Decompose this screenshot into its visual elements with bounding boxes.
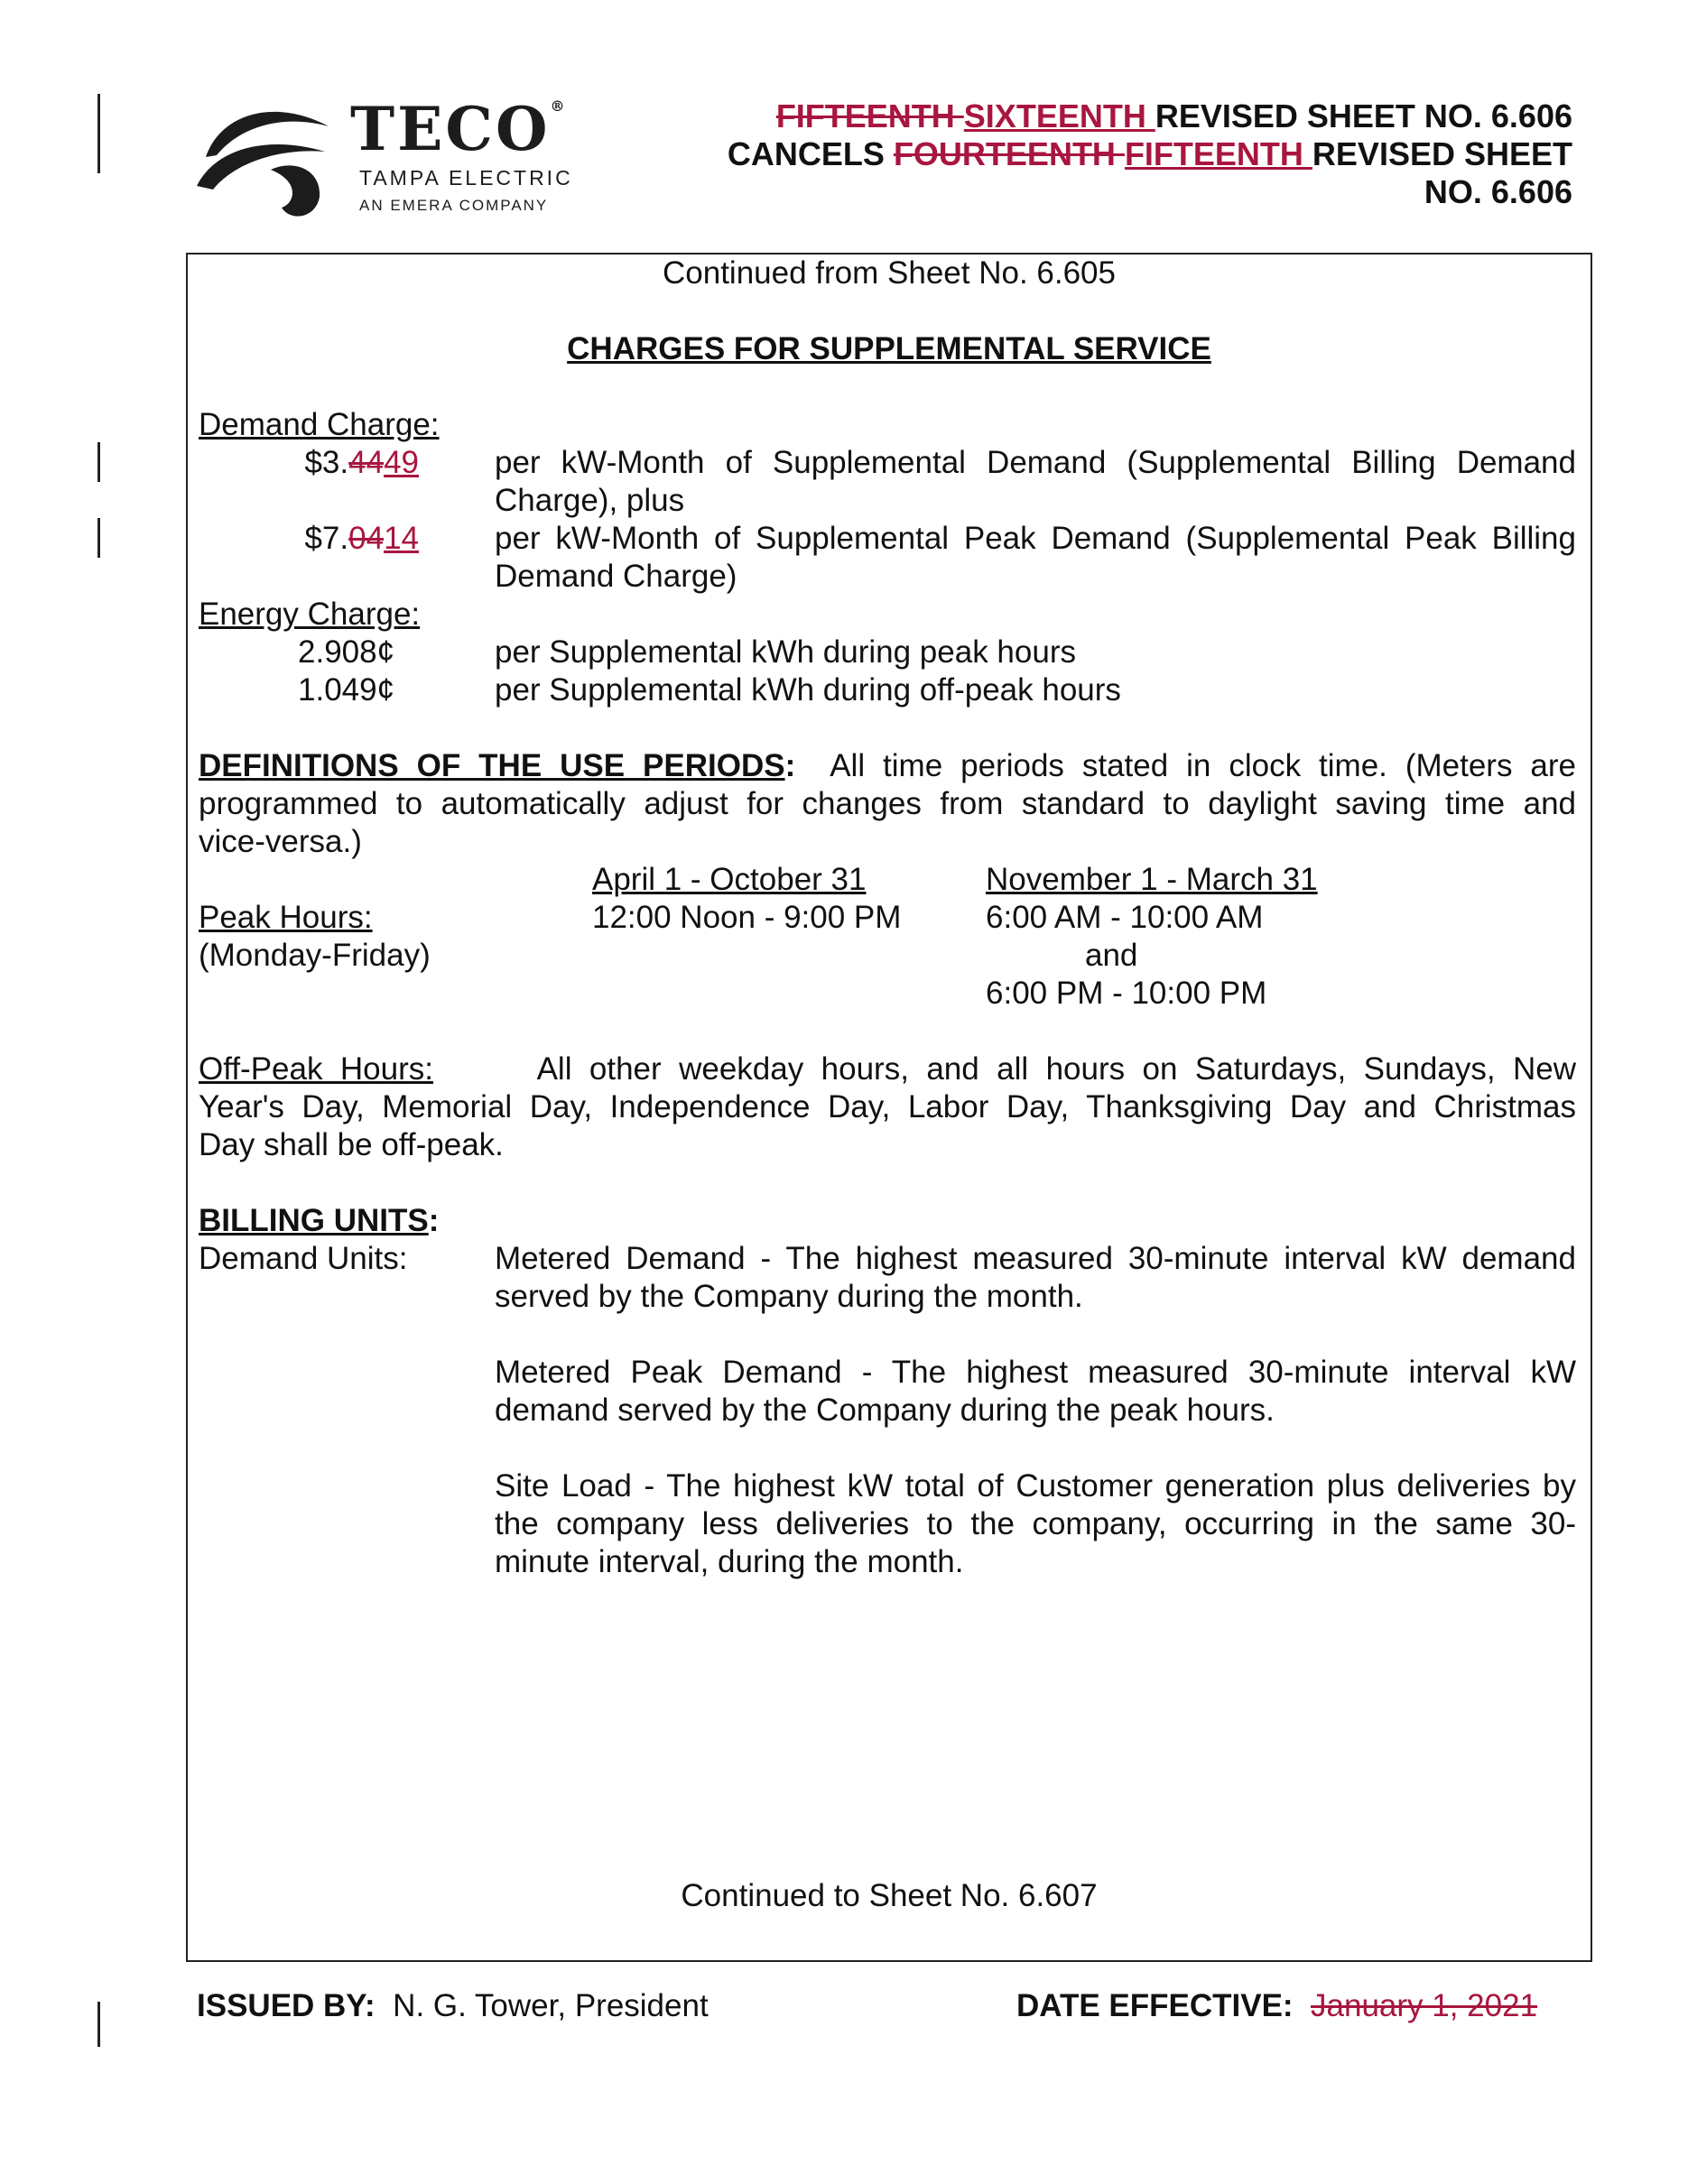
change-bar-footer (97, 2002, 100, 2047)
continued-to: Continued to Sheet No. 6.607 (681, 1878, 1098, 1913)
demand-rate-2-desc-cont: Demand Charge) (495, 559, 737, 594)
section-title: CHARGES FOR SUPPLEMENTAL SERVICE (567, 331, 1211, 366)
energy-rate-1-desc: per Supplemental kWh during peak hours (495, 634, 1076, 670)
date-effective-label: DATE EFFECTIVE: (1016, 1988, 1294, 2023)
teco-swoosh-icon (197, 96, 332, 222)
logo-tagline: AN EMERA COMPANY (359, 197, 549, 214)
cancels-sheet-number: NO. 6.606 (1424, 173, 1572, 210)
winter-peak-hours-and: and (1085, 938, 1138, 973)
offpeak-line2: Year's Day, Memorial Day, Independence Day, Labor Day, Thanksgiving Day and Christmas (199, 1089, 1576, 1124)
energy-rate-2: 1.049¢ (298, 672, 395, 708)
teco-logo (197, 96, 666, 222)
metered-peak-demand-line1: Metered Peak Demand - The highest measured 30-minute interval kW (495, 1355, 1576, 1390)
continued-from: Continued from Sheet No. 6.605 (663, 255, 1116, 291)
deleted-ordinal: FIFTEENTH (775, 97, 964, 134)
definitions-paragraph-line2: programmed to automatically adjust for changes from standard to daylight saving time and (199, 786, 1576, 821)
site-load-line3: minute interval, during the month. (495, 1544, 964, 1579)
offpeak-line1: Off-Peak Hours: All other weekday hours, and all hours on Saturdays, Sundays, New (199, 1051, 1577, 1087)
demand-rate-1-desc: per kW-Month of Supplemental Demand (Supplemental Billing Demand (495, 445, 1576, 480)
demand-units-label: Demand Units: (199, 1241, 408, 1276)
issued-by-label: ISSUED BY: (197, 1988, 376, 2023)
date-effective-deleted: January 1, 2021 (1311, 1988, 1538, 2023)
inserted-ordinal: FIFTEENTH (1124, 135, 1312, 172)
sheet-number-line: FIFTEENTH SIXTEENTH REVISED SHEET NO. 6.606 (775, 97, 1572, 134)
logo-wordmark: TECO® (350, 94, 568, 164)
demand-rate-1-desc-cont: Charge), plus (495, 483, 685, 518)
demand-rate-1: $3.4449 (304, 445, 419, 480)
winter-peak-hours-evening: 6:00 PM - 10:00 PM (986, 976, 1267, 1011)
deleted-ordinal: FOURTEENTH (893, 135, 1125, 172)
energy-rate-1: 2.908¢ (298, 634, 395, 670)
demand-charge-label: Demand Charge: (199, 407, 440, 442)
date-effective (1016, 1987, 1537, 2025)
issued-by (197, 1987, 709, 2025)
cancels-line: CANCELS FOURTEENTH FIFTEENTH REVISED SHEET (727, 135, 1572, 172)
offpeak-line3: Day shall be off-peak. (199, 1127, 504, 1162)
metered-demand-line1: Metered Demand - The highest measured 30-minute interval kW demand (495, 1241, 1576, 1276)
billing-units-heading: BILLING UNITS: (199, 1203, 440, 1238)
demand-rate-2-desc: per kW-Month of Supplemental Peak Demand (Supplemental Peak Billing (495, 521, 1576, 556)
energy-charge-label: Energy Charge: (199, 597, 421, 632)
winter-peak-hours-morning: 6:00 AM - 10:00 AM (986, 900, 1264, 935)
inserted-ordinal: SIXTEENTH (963, 97, 1155, 134)
peak-hours-days: (Monday-Friday) (199, 938, 431, 973)
column-header-winter: November 1 - March 31 (986, 862, 1318, 897)
definitions-heading: DEFINITIONS OF THE USE PERIODS (199, 748, 785, 783)
change-bar-demand-rate1 (97, 442, 100, 482)
site-load-line1: Site Load - The highest kW total of Customer generation plus deliveries by (495, 1468, 1576, 1504)
site-load-line2: the company less deliveries to the company, occurring in the same 30- (495, 1506, 1576, 1541)
sheet-header (688, 97, 1572, 211)
summer-peak-hours: 12:00 Noon - 9:00 PM (592, 900, 902, 935)
column-header-summer: April 1 - October 31 (592, 862, 867, 897)
registered-mark: ® (550, 97, 568, 115)
demand-rate-2: $7.0414 (304, 521, 419, 556)
metered-demand-line2: served by the Company during the month. (495, 1279, 1083, 1314)
definitions-paragraph-line1: DEFINITIONS OF THE USE PERIODS: All time periods stated in clock time. (Meters are (199, 748, 1576, 783)
energy-rate-2-desc: per Supplemental kWh during off-peak hours (495, 672, 1121, 708)
change-bar-header (97, 94, 100, 173)
peak-hours-label: Peak Hours: (199, 900, 373, 935)
definitions-paragraph-line3: vice-versa.) (199, 824, 362, 859)
change-bar-demand-rate2 (97, 518, 100, 558)
metered-peak-demand-line2: demand served by the Company during the peak hours. (495, 1393, 1275, 1428)
issued-by-value: N. G. Tower, President (393, 1988, 709, 2023)
offpeak-label: Off-Peak Hours: (199, 1051, 433, 1087)
logo-subtitle: TAMPA ELECTRIC (359, 166, 573, 190)
